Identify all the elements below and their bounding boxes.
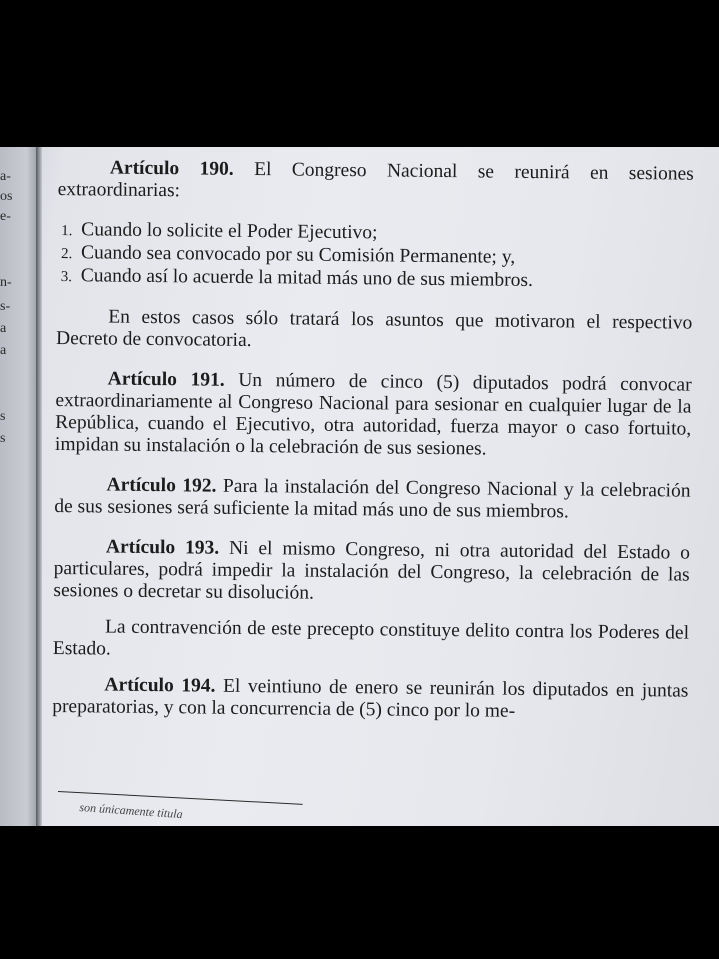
article-heading: Artículo 194. xyxy=(104,674,216,697)
article-text: El Congreso Nacional se reunirá en sesiones extraordinarias: xyxy=(57,158,694,202)
margin-fragment: a xyxy=(0,321,7,336)
margin-fragment: os xyxy=(0,189,13,204)
list-item: 1. Cuando lo solicite el Poder Ejecutivo; xyxy=(61,219,378,244)
article-heading: Artículo 191. xyxy=(107,368,225,391)
top-black-bar xyxy=(0,0,719,147)
margin-fragment: s xyxy=(0,431,6,446)
margin-fragment: a xyxy=(0,343,7,358)
margin-fragment: a- xyxy=(0,169,11,184)
list-item: 2. Cuando sea convocado por su Comisión Permanente; y, xyxy=(60,242,516,268)
article-heading: Artículo 193. xyxy=(105,536,220,559)
article-194 xyxy=(52,674,688,725)
article-heading: Artículo 190. xyxy=(109,157,234,180)
margin-fragment: s- xyxy=(0,299,11,314)
page-text xyxy=(52,157,694,725)
book-page-photo xyxy=(0,147,719,826)
footnote-text: son únicamente titula xyxy=(79,800,184,822)
article-193-closing: La contravención de este precepto constituye delito contra los Poderes del Estado. xyxy=(52,616,690,660)
article-text: Un número de cinco (5) diputados podrá convocar extraordinariamente al Congreso Nacional para sesionar en cualquier lugar de la República, cuando el Ejecutivo, otra autoridad, fuerza mayor o caso fortuito, impidan su instalación o la celebración de sus sesiones. xyxy=(54,369,692,460)
article-191 xyxy=(55,368,692,463)
article-192 xyxy=(54,474,690,525)
article-190-closing: En estos casos sólo tratará los asuntos que motivaron el respectivo Decreto de convocatoria. xyxy=(55,306,693,352)
article-heading: Artículo 192. xyxy=(106,474,217,497)
margin-fragment: n- xyxy=(0,275,12,290)
list-item: 3. Cuando así lo acuerde la mitad más uno de sus miembros. xyxy=(60,265,534,291)
article-193 xyxy=(53,536,690,609)
book-gutter xyxy=(36,147,42,826)
article-text: Para la instalación del Congreso Nacional y la celebración de sus sesiones será suficiente la mitad más uno de sus miembros. xyxy=(54,475,691,523)
bottom-black-bar xyxy=(0,826,719,959)
article-text: Ni el mismo Congreso, ni otra autoridad del Estado o particulares, podrá impedir la instalación del Congreso, la celebración de las sesiones o decretar su disolución. xyxy=(53,537,690,604)
margin-fragment: s xyxy=(0,409,6,424)
article-text: El veintiuno de enero se reunirán los diputados en juntas preparatorias, y con la concurrencia de (5) cinco por lo me- xyxy=(52,675,689,722)
article-190 xyxy=(58,157,694,208)
article-190-list xyxy=(57,219,694,295)
left-page-edge xyxy=(0,147,38,826)
margin-fragment: e- xyxy=(0,209,11,224)
